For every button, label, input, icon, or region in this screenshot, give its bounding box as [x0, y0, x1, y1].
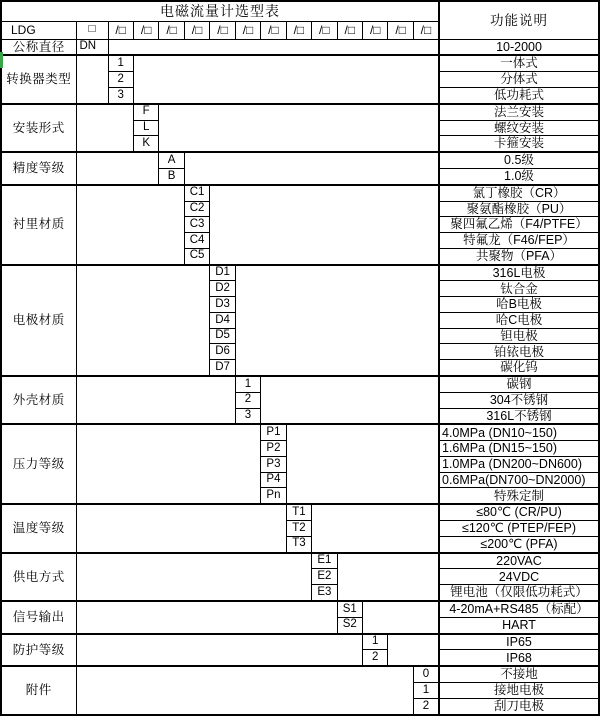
- option-code: 1: [235, 376, 260, 392]
- option-code: E3: [312, 585, 337, 601]
- option-code: T2: [286, 521, 311, 537]
- model-code-slot: /□: [235, 21, 260, 39]
- blank-cell: [76, 634, 363, 667]
- function-description: 1.0MPa (DN200~DN600): [439, 456, 599, 472]
- function-description: 卡箍安装: [439, 136, 599, 152]
- blank-cell: [76, 185, 184, 265]
- function-description: 1.6MPa (DN15~150): [439, 441, 599, 457]
- option-code: L: [133, 120, 158, 136]
- group-label: 供电方式: [1, 553, 76, 601]
- blank-cell: [76, 55, 108, 103]
- function-description: 法兰安装: [439, 104, 599, 120]
- function-description: 1.0级: [439, 168, 599, 184]
- function-description: 锂电池（仅限低功耗式）: [439, 585, 599, 601]
- option-code: S1: [337, 601, 362, 617]
- model-code-slot: /□: [133, 21, 158, 39]
- option-code: K: [133, 136, 158, 152]
- option-row: [1, 376, 599, 392]
- group-label: 安装形式: [1, 104, 76, 152]
- function-description: 氯丁橡胶（CR）: [439, 185, 599, 201]
- blank-cell: [76, 666, 413, 715]
- option-code: S2: [337, 617, 362, 633]
- function-description: 316L电极: [439, 265, 599, 281]
- blank-cell: [76, 424, 261, 504]
- model-code-slot: /□: [363, 21, 388, 39]
- option-code: 2: [413, 698, 439, 715]
- function-description: 4-20mA+RS485（标配）: [439, 601, 599, 617]
- option-code: D6: [210, 344, 235, 360]
- option-code: 1: [108, 55, 133, 71]
- title-row: [1, 1, 599, 21]
- group-label: 转换器类型: [1, 55, 76, 103]
- function-description: 碳化钨: [439, 360, 599, 376]
- model-code-slot: /□: [286, 21, 311, 39]
- option-code: 2: [108, 72, 133, 88]
- option-code: P1: [261, 424, 286, 440]
- option-row: [1, 152, 599, 168]
- function-description: IP68: [439, 650, 599, 666]
- function-column-header: 功能说明: [439, 1, 599, 39]
- option-code: P4: [261, 472, 286, 488]
- option-code: P2: [261, 441, 286, 457]
- blank-cell: [286, 424, 439, 504]
- function-description: 0.6MPa(DN700~DN2000): [439, 472, 599, 488]
- diameter-function: 10-2000: [439, 39, 599, 55]
- model-code-slot: /□: [388, 21, 413, 39]
- function-description: 特氟龙（F46/FEP）: [439, 233, 599, 249]
- blank-cell: [108, 39, 439, 55]
- function-description: 钛合金: [439, 281, 599, 297]
- function-description: 特殊定制: [439, 488, 599, 504]
- option-code: P3: [261, 456, 286, 472]
- option-code: E1: [312, 553, 337, 569]
- function-description: 螺纹安装: [439, 120, 599, 136]
- function-description: HART: [439, 617, 599, 633]
- option-code: T1: [286, 504, 311, 520]
- option-code: 2: [235, 392, 260, 408]
- blank-cell: [76, 376, 235, 424]
- blank-cell: [337, 553, 439, 601]
- option-code: D1: [210, 265, 235, 281]
- model-code-slot: /□: [210, 21, 235, 39]
- function-description: 哈C电极: [439, 312, 599, 328]
- group-label: 温度等级: [1, 504, 76, 552]
- model-code-slot: /□: [108, 21, 133, 39]
- option-row: [1, 634, 599, 650]
- option-row: [1, 104, 599, 120]
- option-code: D7: [210, 360, 235, 376]
- option-row: [1, 504, 599, 520]
- function-description: 聚氨酯橡胶（PU）: [439, 201, 599, 217]
- option-code: E2: [312, 569, 337, 585]
- function-description: ≤120℃ (PTEP/FEP): [439, 521, 599, 537]
- function-description: 4.0MPa (DN10~150): [439, 424, 599, 440]
- option-code: C1: [184, 185, 209, 201]
- model-box-slot: □: [76, 21, 108, 39]
- blank-cell: [235, 265, 439, 376]
- function-description: 刮刀电极: [439, 698, 599, 715]
- function-description: 聚四氟乙烯（F4/PTFE）: [439, 217, 599, 233]
- function-description: 304不锈钢: [439, 392, 599, 408]
- model-code-slot: /□: [413, 21, 439, 39]
- option-code: C2: [184, 201, 209, 217]
- function-description: 不接地: [439, 666, 599, 682]
- option-row: [1, 55, 599, 71]
- blank-cell: [76, 504, 286, 552]
- function-description: 铂铱电极: [439, 344, 599, 360]
- option-code: D4: [210, 312, 235, 328]
- group-label: 外壳材质: [1, 376, 76, 424]
- option-row: [1, 185, 599, 201]
- function-description: ≤80℃ (CR/PU): [439, 504, 599, 520]
- option-code: 1: [413, 683, 439, 699]
- option-code: B: [159, 168, 184, 184]
- blank-cell: [363, 601, 439, 634]
- option-code: 3: [235, 408, 260, 424]
- option-code: F: [133, 104, 158, 120]
- model-code-slot: /□: [261, 21, 286, 39]
- blank-cell: [133, 55, 439, 103]
- function-description: 分体式: [439, 72, 599, 88]
- group-label: 精度等级: [1, 152, 76, 185]
- option-code: A: [159, 152, 184, 168]
- blank-cell: [76, 553, 312, 601]
- function-description: 哈B电极: [439, 297, 599, 313]
- function-description: 一体式: [439, 55, 599, 71]
- group-label: 附件: [1, 666, 76, 715]
- group-label: 压力等级: [1, 424, 76, 504]
- option-code: D3: [210, 297, 235, 313]
- option-row: [1, 424, 599, 440]
- function-description: 碳钢: [439, 376, 599, 392]
- blank-cell: [184, 152, 439, 185]
- option-code: D2: [210, 281, 235, 297]
- function-description: ≤200℃ (PFA): [439, 536, 599, 552]
- blank-cell: [159, 104, 439, 152]
- function-description: IP65: [439, 634, 599, 650]
- blank-cell: [261, 376, 439, 424]
- option-row: [1, 265, 599, 281]
- function-description: 共聚物（PFA）: [439, 248, 599, 264]
- option-code: T3: [286, 536, 311, 552]
- blank-cell: [388, 634, 439, 667]
- function-description: 220VAC: [439, 553, 599, 569]
- function-description: 316L不锈钢: [439, 408, 599, 424]
- option-code: 2: [363, 650, 388, 666]
- option-row: [1, 553, 599, 569]
- model-code-slot: /□: [184, 21, 209, 39]
- option-row: [1, 666, 599, 682]
- group-label: 衬里材质: [1, 185, 76, 265]
- option-row: [1, 601, 599, 617]
- blank-cell: [210, 185, 439, 265]
- option-code: Pn: [261, 488, 286, 504]
- blank-cell: [76, 601, 337, 634]
- model-code-slot: /□: [337, 21, 362, 39]
- row-label-diameter: 公称直径: [1, 39, 76, 55]
- scan-artifact: [0, 52, 3, 68]
- model-prefix: LDG: [1, 21, 76, 39]
- page-title: 电磁流量计选型表: [1, 1, 439, 21]
- group-label: 信号输出: [1, 601, 76, 634]
- model-code-slot: /□: [312, 21, 337, 39]
- function-description: 0.5级: [439, 152, 599, 168]
- option-code: D5: [210, 328, 235, 344]
- option-code: 0: [413, 666, 439, 682]
- blank-cell: [76, 104, 133, 152]
- blank-cell: [76, 152, 159, 185]
- blank-cell: [76, 265, 210, 376]
- option-code: C3: [184, 217, 209, 233]
- diameter-code: DN: [76, 39, 108, 55]
- function-description: 钽电极: [439, 328, 599, 344]
- option-code: C5: [184, 248, 209, 264]
- option-code: 3: [108, 87, 133, 103]
- function-description: 24VDC: [439, 569, 599, 585]
- diameter-row: [1, 39, 599, 55]
- function-description: 接地电极: [439, 683, 599, 699]
- option-code: 1: [363, 634, 388, 650]
- function-description: 低功耗式: [439, 87, 599, 103]
- group-label: 防护等级: [1, 634, 76, 667]
- model-code-slot: /□: [159, 21, 184, 39]
- blank-cell: [312, 504, 439, 552]
- group-label: 电极材质: [1, 265, 76, 376]
- option-code: C4: [184, 233, 209, 249]
